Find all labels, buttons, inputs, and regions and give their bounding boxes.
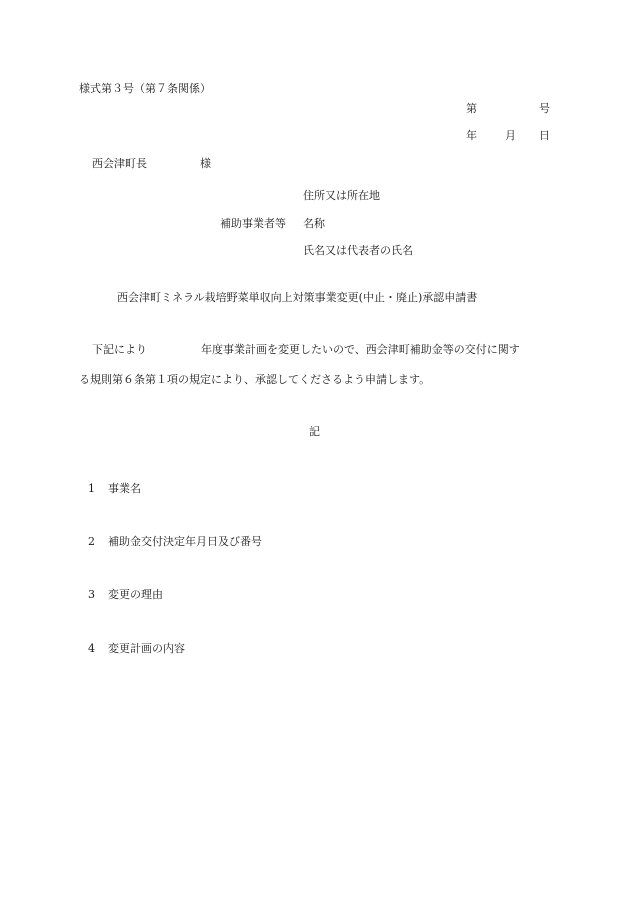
item-number: 2 bbox=[88, 535, 95, 548]
body-text-line1-start: 下記により bbox=[92, 343, 147, 356]
item-label-change-plan: 変更計画の内容 bbox=[108, 642, 185, 655]
date-year-label: 年 bbox=[466, 129, 477, 142]
applicant-representative-label: 氏名又は代表者の氏名 bbox=[303, 244, 413, 257]
item-number: 1 bbox=[88, 482, 95, 495]
recipient-name: 西会津町長 bbox=[92, 157, 147, 170]
applicant-name-label: 名称 bbox=[303, 217, 325, 230]
ki-heading: 記 bbox=[309, 425, 320, 438]
document-number-prefix: 第 bbox=[466, 102, 477, 115]
applicant-address-label: 住所又は所在地 bbox=[303, 189, 380, 202]
item-number: 3 bbox=[88, 588, 95, 601]
recipient-honorific: 様 bbox=[200, 157, 211, 170]
item-label-grant-decision: 補助金交付決定年月日及び番号 bbox=[108, 535, 262, 548]
item-number: 4 bbox=[88, 642, 95, 655]
date-day-label: 日 bbox=[539, 129, 550, 142]
body-text-line2: る規則第６条第１項の規定により、承認してくださるよう申請します。 bbox=[79, 373, 431, 386]
body-text-line1-rest: 年度事業計画を変更したいので、西会津町補助金等の交付に関す bbox=[201, 343, 520, 356]
date-month-label: 月 bbox=[505, 129, 516, 142]
item-label-change-reason: 変更の理由 bbox=[108, 588, 163, 601]
document-title: 西会津町ミネラル栽培野菜単収向上対策事業変更(中止・廃止)承認申請書 bbox=[117, 291, 478, 304]
applicant-role-label: 補助事業者等 bbox=[220, 217, 286, 230]
item-label-project-name: 事業名 bbox=[108, 482, 141, 495]
form-number: 様式第３号（第７条関係） bbox=[79, 82, 211, 95]
document-number-suffix: 号 bbox=[539, 102, 550, 115]
